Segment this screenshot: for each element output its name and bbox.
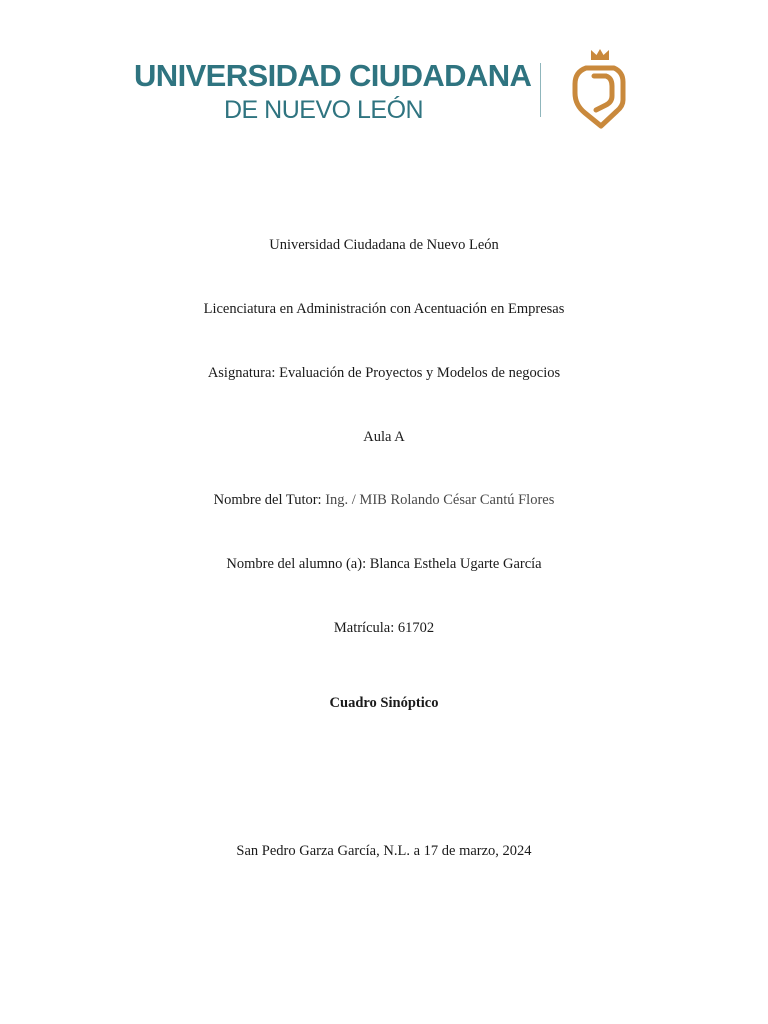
student-line: Nombre del alumno (a): Blanca Esthela Ugarte García xyxy=(226,556,542,572)
classroom-line: Aula A xyxy=(363,429,405,445)
university-name: Universidad Ciudadana de Nuevo León xyxy=(269,237,499,253)
subject-line: Asignatura: Evaluación de Proyectos y Modelos de negocios xyxy=(207,365,561,381)
place-date-line: San Pedro Garza García, N.L. a 17 de marzo, 2024 xyxy=(236,843,532,859)
tutor-label: Nombre del Tutor: xyxy=(213,492,326,508)
tutor-name: Ing. / MIB Rolando César Cantú Flores xyxy=(325,492,555,508)
enrollment-line: Matrícula: 61702 xyxy=(333,620,435,636)
tutor-line xyxy=(0,490,768,510)
logo-wordmark-line1: UNIVERSIDAD CIUDADANA xyxy=(134,58,532,93)
crest-icon xyxy=(568,48,632,132)
university-logo xyxy=(0,0,768,150)
logo-divider xyxy=(540,63,541,117)
document-title: Cuadro Sinóptico xyxy=(329,695,439,711)
degree-name: Licenciatura en Administración con Acentuación en Empresas xyxy=(203,301,565,317)
logo-wordmark-line2: DE NUEVO LEÓN xyxy=(224,96,424,124)
